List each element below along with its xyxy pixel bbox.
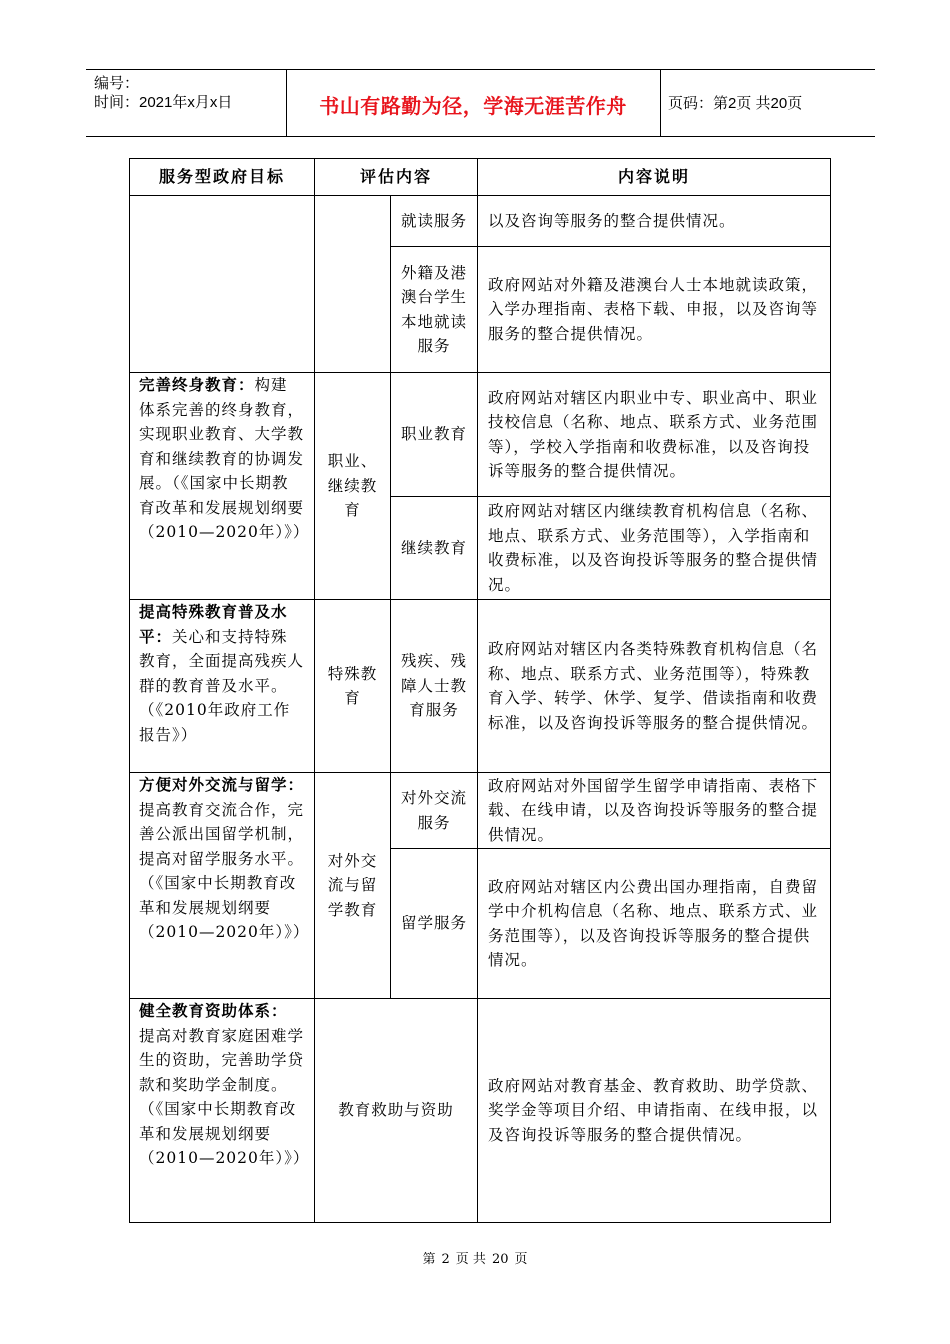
- goal-cell: [130, 773, 315, 999]
- header-motto: 书山有路勤为径，学海无涯苦作舟: [319, 94, 627, 118]
- table-row: [130, 373, 831, 497]
- footer-suffix: 页: [514, 1252, 528, 1267]
- category-cell: 对外交流与留学教育: [315, 773, 391, 999]
- header-time-label: 时间：2021年x月x日: [94, 94, 233, 111]
- table-row: [130, 196, 831, 247]
- evaluation-table: [129, 158, 831, 1223]
- goal-title: 健全教育资助体系：: [139, 1001, 288, 1020]
- goal-title: 提高特殊教育普及水平：: [139, 602, 288, 646]
- column-header-goal: 服务型政府目标: [130, 159, 315, 196]
- goal-cell: [130, 999, 315, 1223]
- goal-cell-empty: [130, 196, 315, 373]
- description-cell: 政府网站对外籍及港澳台人士本地就读政策，入学办理指南、表格下载、申报，以及咨询等服务的整合提供情况。: [478, 247, 831, 373]
- table-row: [130, 773, 831, 849]
- goal-text: 提高教育交流合作，完善公派出国留学机制，提高对留学服务水平。（《国家中长期教育改革和发展规划纲要（2010—2020年）》）: [139, 800, 310, 941]
- description-cell: 政府网站对教育基金、教育救助、助学贷款、奖学金等项目介绍、申请指南、在线申报，以及咨询投诉等服务的整合提供情况。: [478, 999, 831, 1223]
- header-divider: [660, 69, 661, 136]
- table-row: [130, 600, 831, 773]
- goal-cell: [130, 373, 315, 600]
- footer-total-pages: 20: [491, 1252, 509, 1267]
- category-cell: 教育救助与资助: [315, 999, 478, 1223]
- column-header-description: 内容说明: [478, 159, 831, 196]
- header-number-label: 编号：: [94, 75, 140, 92]
- goal-cell: [130, 600, 315, 773]
- category-cell: 特殊教育: [315, 600, 391, 773]
- header-page-info: 页码：第2页 共20页: [668, 95, 803, 112]
- footer-prefix: 第: [422, 1252, 436, 1267]
- description-cell: 以及咨询等服务的整合提供情况。: [478, 196, 831, 247]
- description-cell: 政府网站对辖区内公费出国办理指南，自费留学中介机构信息（名称、地点、联系方式、业务范围等），以及咨询投诉等服务的整合提供情况。: [478, 849, 831, 999]
- header-top-rule: [86, 69, 875, 70]
- description-cell: 政府网站对辖区内继续教育机构信息（名称、地点、联系方式、业务范围等），入学指南和收费标准，以及咨询投诉等服务的整合提供情况。: [478, 497, 831, 600]
- sub-item-cell: 外籍及港澳台学生本地就读服务: [391, 247, 478, 373]
- column-header-content: 评估内容: [315, 159, 478, 196]
- category-cell: 职业、继续教育: [315, 373, 391, 600]
- table-row: [130, 999, 831, 1223]
- footer-mid: 页 共: [455, 1252, 486, 1267]
- description-cell: 政府网站对辖区内职业中专、职业高中、职业技校信息（名称、地点、联系方式、业务范围等），学校入学指南和收费标准，以及咨询投诉等服务的整合提供情况。: [478, 373, 831, 497]
- description-cell: 政府网站对辖区内各类特殊教育机构信息（名称、地点、联系方式、业务范围等），特殊教育入学、转学、休学、复学、借读指南和收费标准，以及咨询投诉等服务的整合提供情况。: [478, 600, 831, 773]
- goal-title: 完善终身教育：: [139, 375, 255, 394]
- sub-item-cell: 残疾、残障人士教育服务: [391, 600, 478, 773]
- sub-item-cell: 继续教育: [391, 497, 478, 600]
- page-footer: [0, 1248, 950, 1267]
- footer-page-number: 2: [441, 1252, 450, 1267]
- category-cell-empty: [315, 196, 391, 373]
- sub-item-cell: 职业教育: [391, 373, 478, 497]
- table-header-row: [130, 159, 831, 196]
- header-meta: [94, 74, 232, 112]
- sub-item-cell: 留学服务: [391, 849, 478, 999]
- goal-text: 关心和支持特殊教育，全面提高残疾人群的教育普及水平。（《2010年政府工作报告》）: [139, 627, 305, 744]
- header-bottom-rule: [86, 136, 875, 137]
- goal-text: 提高对教育家庭困难学生的资助，完善助学贷款和奖助学金制度。（《国家中长期教育改革和发展规划纲要（2010—2020年）》）: [139, 1026, 310, 1167]
- description-cell: 政府网站对外国留学生留学申请指南、表格下载、在线申请，以及咨询投诉等服务的整合提供情况。: [478, 773, 831, 849]
- sub-item-cell: 就读服务: [391, 196, 478, 247]
- goal-text: 构建体系完善的终身教育，实现职业教育、大学教育和继续教育的协调发展。（《国家中长期教育改革和发展规划纲要（2010—2020年）》）: [139, 376, 310, 541]
- goal-title: 方便对外交流与留学：: [139, 775, 305, 794]
- sub-item-cell: 对外交流服务: [391, 773, 478, 849]
